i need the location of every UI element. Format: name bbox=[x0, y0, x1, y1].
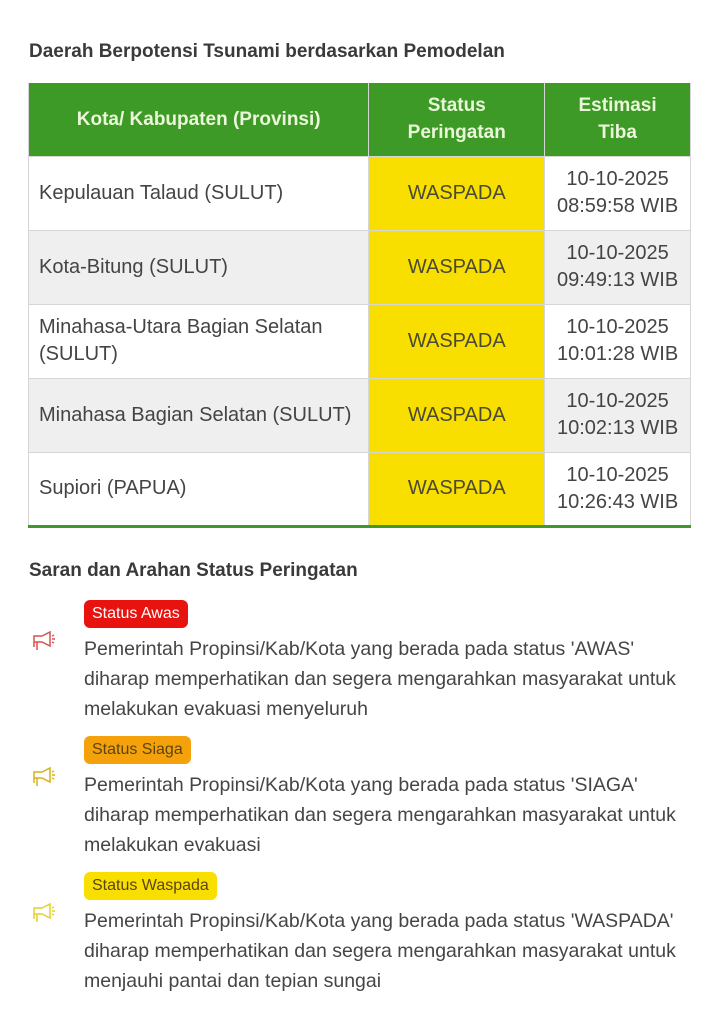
status-cell: WASPADA bbox=[369, 452, 545, 526]
section-title-advice: Saran dan Arahan Status Peringatan bbox=[29, 560, 358, 581]
advice-text: Pemerintah Propinsi/Kab/Kota yang berada pada status 'AWAS' diharap memperhatikan dan segera mengarahkan masyarakat untuk melakukan evakuasi menyeluruh bbox=[84, 638, 676, 720]
status-cell: WASPADA bbox=[369, 156, 545, 230]
region-cell: Kepulauan Talaud (SULUT) bbox=[29, 156, 369, 230]
eta-date: 10-10-2025 bbox=[566, 316, 669, 338]
header-status-line1: Status bbox=[427, 95, 486, 117]
section-title-tsunami-regions: Daerah Berpotensi Tsunami berdasarkan Pemodelan bbox=[29, 41, 505, 62]
megaphone-icon bbox=[28, 630, 56, 654]
eta-cell bbox=[545, 452, 691, 526]
header-status-line2: Peringatan bbox=[407, 122, 506, 144]
eta-time: 08:59:58 WIB bbox=[556, 195, 679, 217]
eta-date: 10-10-2025 bbox=[566, 168, 669, 190]
header-region: Kota/ Kabupaten (Provinsi) bbox=[29, 83, 369, 156]
eta-time: 09:49:13 WIB bbox=[556, 269, 679, 291]
table-row bbox=[29, 304, 691, 378]
header-eta-line1: Estimasi bbox=[578, 95, 657, 117]
table-row bbox=[29, 156, 691, 230]
status-badge: Status Siaga bbox=[84, 736, 191, 764]
table-row bbox=[29, 378, 691, 452]
eta-date: 10-10-2025 bbox=[566, 242, 669, 264]
megaphone-icon bbox=[28, 766, 56, 790]
status-badge: Status Waspada bbox=[84, 872, 217, 900]
tsunami-regions-table bbox=[28, 83, 691, 528]
table-row bbox=[29, 230, 691, 304]
eta-cell bbox=[545, 230, 691, 304]
region-cell: Supiori (PAPUA) bbox=[29, 452, 369, 526]
eta-cell bbox=[545, 156, 691, 230]
eta-time: 10:01:28 WIB bbox=[556, 343, 679, 365]
megaphone-icon bbox=[28, 902, 56, 926]
eta-time: 10:02:13 WIB bbox=[556, 417, 679, 439]
eta-time: 10:26:43 WIB bbox=[556, 490, 679, 513]
header-eta-line2: Tiba bbox=[598, 122, 637, 144]
table-row bbox=[29, 452, 691, 526]
region-cell: Kota-Bitung (SULUT) bbox=[29, 230, 369, 304]
region-cell: Minahasa Bagian Selatan (SULUT) bbox=[29, 378, 369, 452]
eta-date: 10-10-2025 bbox=[566, 390, 669, 412]
eta-cell bbox=[545, 304, 691, 378]
status-cell: WASPADA bbox=[369, 230, 545, 304]
region-cell: Minahasa-Utara Bagian Selatan (SULUT) bbox=[29, 304, 369, 378]
status-cell: WASPADA bbox=[369, 304, 545, 378]
header-eta bbox=[545, 83, 691, 156]
eta-cell bbox=[545, 378, 691, 452]
status-badge: Status Awas bbox=[84, 600, 188, 628]
status-cell: WASPADA bbox=[369, 378, 545, 452]
advice-text: Pemerintah Propinsi/Kab/Kota yang berada pada status 'SIAGA' diharap memperhatikan dan segera mengarahkan masyarakat untuk melakukan evakuasi bbox=[84, 774, 676, 856]
advice-text: Pemerintah Propinsi/Kab/Kota yang berada pada status 'WASPADA' diharap memperhatikan dan segera mengarahkan masyarakat untuk menjauhi pantai dan tepian sungai bbox=[84, 910, 676, 992]
header-status bbox=[369, 83, 545, 156]
eta-date: 10-10-2025 bbox=[566, 463, 669, 486]
